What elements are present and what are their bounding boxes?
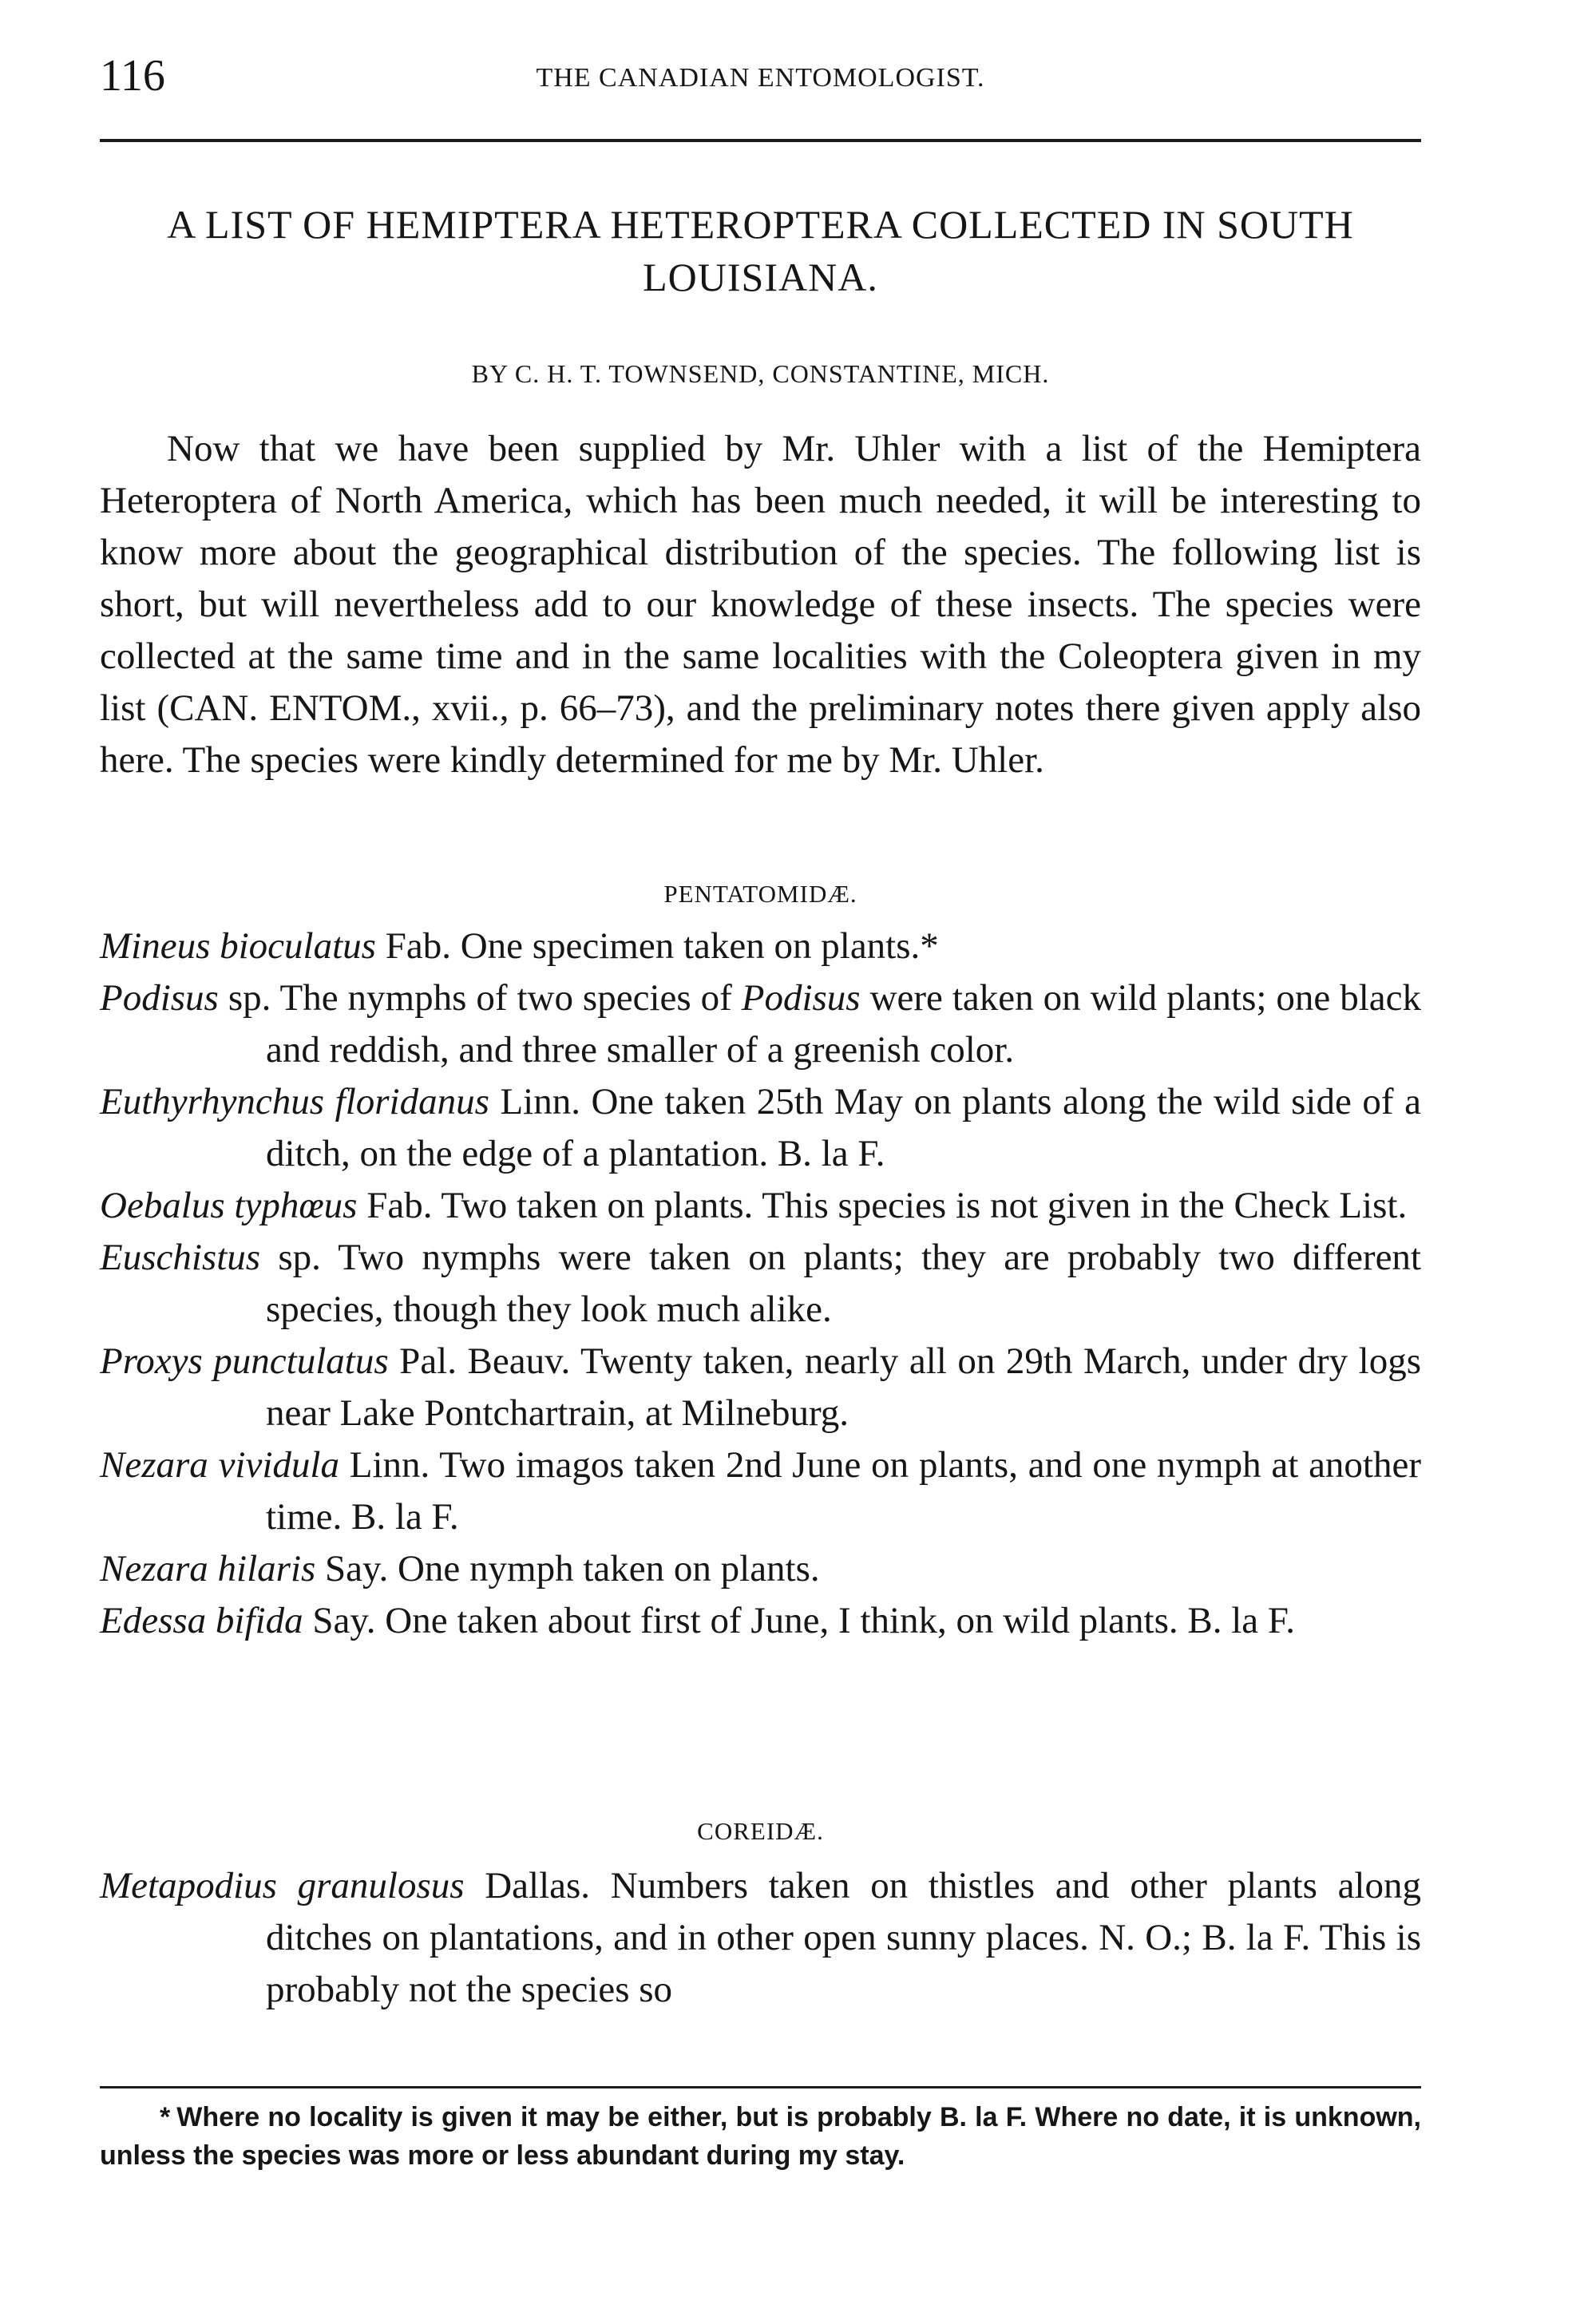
footnote [100, 2098, 1421, 2175]
species-name: Proxys punctulatus [100, 1340, 389, 1382]
running-head [100, 48, 1421, 104]
species-entry [100, 1232, 1421, 1336]
footnote-text: Where no locality is given it may be either, but is probably B. la F. Where no date, it is unknown, unless the species was more or less abundant during my stay. [100, 2102, 1421, 2171]
species-note: Dallas. Numbers taken on thistles and other plants along ditches on plantations, and in other open sunny places. N. O.; B. la F. This is probably not the species so [266, 1865, 1421, 2010]
species-name: Euthyrhynchus floridanus [100, 1081, 489, 1122]
species-entry [100, 1595, 1421, 1647]
species-note: Say. One taken about first of June, I think, on wild plants. B. la F. [303, 1600, 1296, 1641]
species-note: Fab. One specimen taken on plants.* [375, 925, 939, 967]
species-entry [100, 1336, 1421, 1439]
species-entry [100, 920, 1421, 972]
species-list-pentatomidae [100, 920, 1421, 1647]
page-number: 116 [100, 51, 165, 101]
species-name: Edessa bifida [100, 1600, 303, 1641]
species-note: sp. The nymphs of two species of [218, 977, 742, 1019]
species-note: Fab. Two taken on plants. This species is not given in the Check List. [357, 1185, 1408, 1226]
footnote-marker: * [160, 2102, 171, 2132]
species-name: Nezara hilaris [100, 1548, 316, 1590]
species-note: Linn. Two imagos taken 2nd June on plants, and one nymph at another time. B. la F. [266, 1444, 1421, 1538]
header-rule [100, 139, 1421, 142]
species-entry [100, 1860, 1421, 2016]
species-name: Mineus bioculatus [100, 925, 376, 967]
species-entry [100, 1180, 1421, 1232]
species-note: Linn. One taken 25th May on plants along the wild side of a ditch, on the edge of a plantation. B. la F. [266, 1081, 1421, 1174]
species-note: Pal. Beauv. Twenty taken, nearly all on 29th March, under dry logs near Lake Pontchartrain, at Milneburg. [266, 1340, 1422, 1434]
species-name-inline: Podisus [741, 977, 861, 1019]
journal-title: THE CANADIAN ENTOMOLOGIST. [536, 63, 985, 93]
species-note: sp. Two nymphs were taken on plants; they are probably two different species, though they look much alike. [260, 1237, 1421, 1330]
species-name: Euschistus [100, 1237, 261, 1278]
species-note: Say. One nymph taken on plants. [315, 1548, 820, 1590]
species-entry [100, 1439, 1421, 1543]
article-title: A LIST OF HEMIPTERA HETEROPTERA COLLECTED IN SOUTH LOUISIANA. [167, 202, 1354, 299]
species-list-coreidae [100, 1860, 1421, 2016]
species-entry [100, 972, 1421, 1076]
section-heading-pentatomidae: PENTATOMIDÆ. [663, 880, 857, 908]
species-name: Podisus [100, 977, 219, 1019]
species-name: Metapodius granulosus [100, 1865, 465, 1906]
intro-paragraph: Now that we have been supplied by Mr. Uhler with a list of the Hemiptera Heteroptera of North America, which has been much needed, it will be interesting to know more about the geographical distribution of the species. The following list is short, but will nevertheless add to our knowledge of these insects. The species were collected at the same time and in the same localities with the Coleoptera given in my list (CAN. ENTOM., xvii., p. 66–73), and the preliminary notes there given apply also here. The species were kindly determined for me by Mr. Uhler. [100, 428, 1421, 781]
species-entry [100, 1076, 1421, 1180]
section-heading-coreidae: COREIDÆ. [697, 1817, 824, 1845]
species-name: Nezara vividula [100, 1444, 339, 1486]
species-name: Oebalus typhœus [100, 1185, 358, 1226]
footnote-rule [100, 2086, 1421, 2088]
article-byline: BY C. H. T. TOWNSEND, CONSTANTINE, MICH. [471, 359, 1050, 388]
species-entry [100, 1543, 1421, 1595]
species-note: were taken on wild plants; one black and reddish, and three smaller of a greenish color. [266, 977, 1422, 1071]
